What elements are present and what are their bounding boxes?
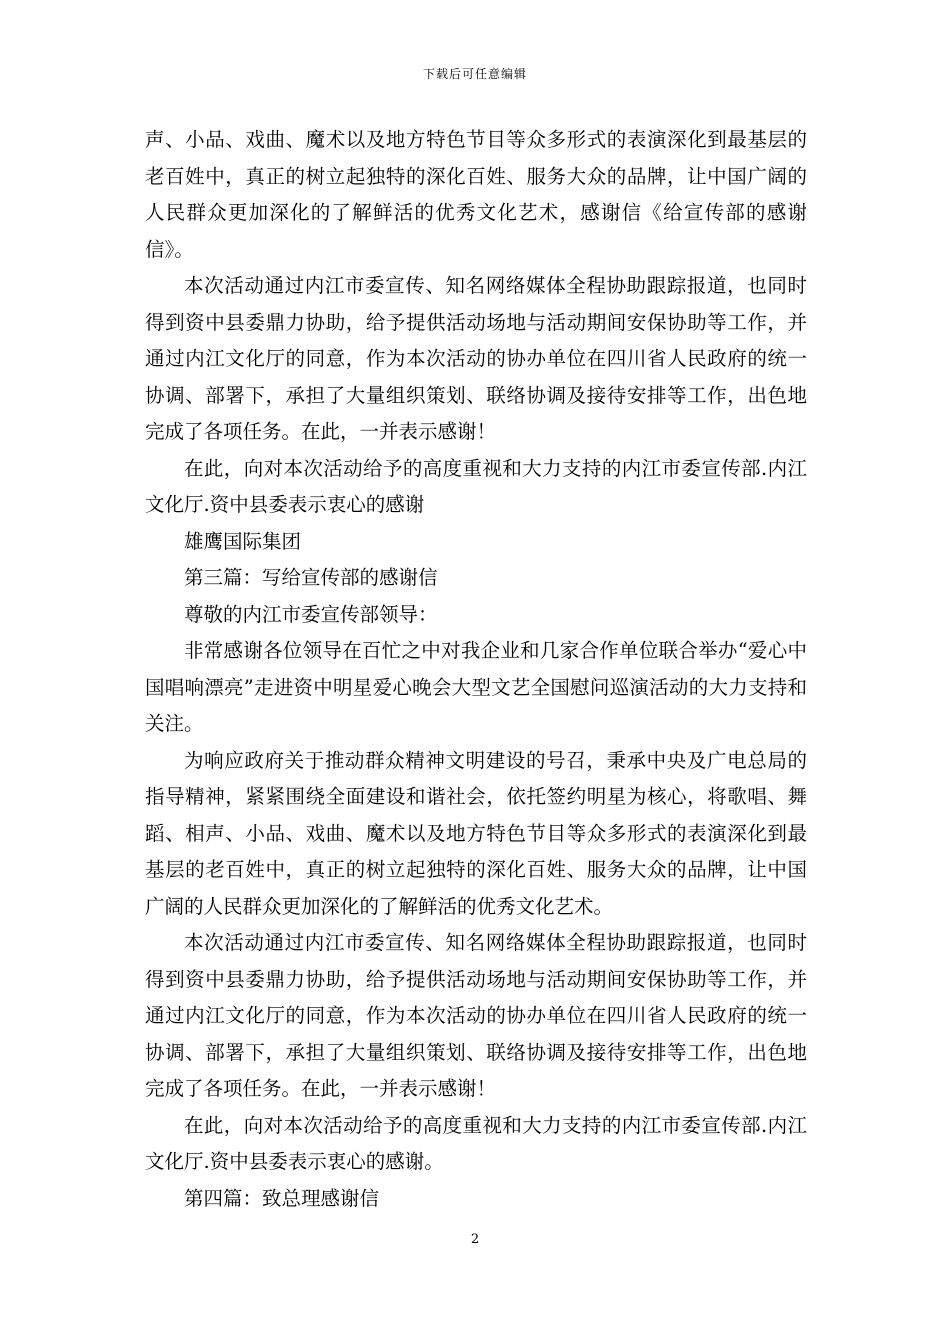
page-header: 下载后可任意编辑 — [422, 67, 527, 81]
section-title-part-3: 第三篇：写给宣传部的感谢信 — [184, 566, 438, 589]
paragraph-response: 为响应政府关于推动群众精神文明建设的号召，秉承中央及广电总局的指导精神，紧紧围绕全面建设和谐社会，依托签约明星为核心，将歌唱、舞蹈、相声、小品、戏曲、魔术以及地方特色节目等众多形式的表演深化到最基层的老百姓中，真正的树立起独特的深化百姓、服务大众的品牌，让中国广阔的人民群众更加深化的了解鲜活的优秀文化艺术。 — [145, 748, 807, 918]
section-title-part-4: 第四篇：致总理感谢信 — [184, 1186, 380, 1210]
paragraph-continuation: 声、小品、戏曲、魔术以及地方特色节目等众多形式的表演深化到最基层的老百姓中，真正的树立起独特的深化百姓、服务大众的品牌，让中国广阔的人民群众更加深化的了解鲜活的优秀文化艺术，感谢信《给宣传部的感谢信》。 — [145, 128, 807, 261]
page-number: 2 — [470, 1232, 480, 1247]
paragraph-thanks: 在此，向对本次活动给予的高度重视和大力支持的内江市委宣传部.内江文化厅.资中县委表示衷心的感谢 — [145, 456, 807, 516]
paragraph-gratitude: 非常感谢各位领导在百忙之中对我企业和几家合作单位联合举办“爱心中国唱响漂亮”走进资中明星爱心晚会大型文艺全国慰问巡演活动的大力支持和关注。 — [145, 639, 807, 735]
paragraph-thanks-2: 在此，向对本次活动给予的高度重视和大力支持的内江市委宣传部.内江文化厅.资中县委表示衷心的感谢。 — [145, 1113, 807, 1173]
paragraph-activity-support: 本次活动通过内江市委宣传、知名网络媒体全程协助跟踪报道，也同时得到资中县委鼎力协助，给予提供活动场地与活动期间安保协助等工作，并通过内江文化厅的同意，作为本次活动的协办单位在四川省人民政府的统一协调、部署下，承担了大量组织策划、联络协调及接待安排等工作，出色地完成了各项任务。在此，一并表示感谢！ — [145, 274, 807, 443]
signature-organization: 雄鹰国际集团 — [184, 529, 302, 553]
document-body — [145, 122, 807, 1217]
salutation: 尊敬的内江市委宣传部领导： — [184, 602, 438, 626]
paragraph-activity-support-2: 本次活动通过内江市委宣传、知名网络媒体全程协助跟踪报道，也同时得到资中县委鼎力协助，给予提供活动场地与活动期间安保协助等工作，并通过内江文化厅的同意，作为本次活动的协办单位在四川省人民政府的统一协调、部署下，承担了大量组织策划、联络协调及接待安排等工作，出色地完成了各项任务。在此，一并表示感谢！ — [145, 931, 807, 1100]
